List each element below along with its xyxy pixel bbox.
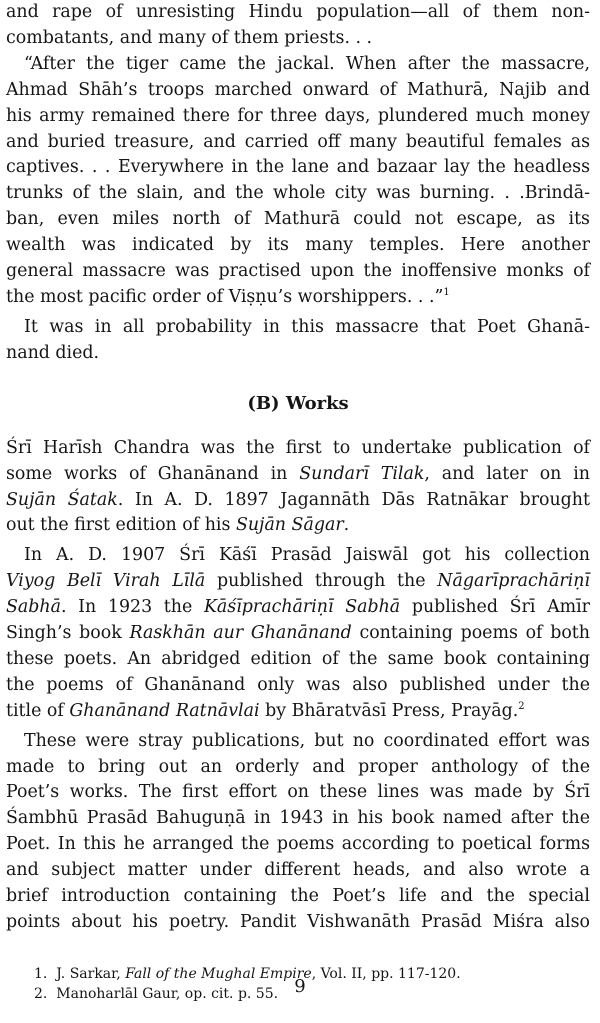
- text-run: the most pacific order of Viṣṇu’s worshippers. . .”: [6, 286, 444, 307]
- book-title: Sabhā: [6, 597, 61, 618]
- text-line: These were stray publications, but no coordinated effort was: [24, 730, 590, 751]
- text-run: published through the: [205, 571, 438, 592]
- text-line: [6, 488, 590, 514]
- book-title: Raskhān aur Ghanānand: [129, 623, 352, 644]
- text-line: nand died.: [6, 342, 100, 363]
- text-run: . In 1923 the: [60, 597, 204, 618]
- text-line: brief introduction containing the Poet’s life and the special: [6, 886, 590, 907]
- page-number: 9: [294, 976, 306, 997]
- book-title: Sundarī Tilak: [299, 463, 425, 484]
- text-line: [6, 621, 590, 647]
- text-run: by Bhāratvāsī Press, Prayāg.: [259, 700, 519, 721]
- book-title: Sujān Śatak: [6, 489, 118, 510]
- section-marker: (B): [247, 392, 280, 414]
- text-line: his army remained there for three days, plundered much money: [6, 105, 590, 126]
- text-run: .: [343, 515, 350, 536]
- text-line: trunks of the slain, and the whole city was burning. . .Brindā-: [6, 183, 590, 204]
- section-heading: [6, 391, 590, 417]
- text-line: ban, even miles north of Mathurā could not escape, as its: [6, 209, 590, 230]
- text-line: made to bring out an orderly and proper anthology of the: [6, 756, 590, 777]
- text-line: and rape of unresisting Hindu population—all of them non-: [6, 2, 590, 22]
- text-line: [6, 513, 590, 539]
- text-line: Ahmad Shāh’s troops marched onward of Mathurā, Najib and: [6, 79, 590, 100]
- text-line: general massacre was practised upon the inoffensive monks of: [6, 261, 590, 282]
- text-run: containing poems of both: [351, 623, 590, 644]
- text-line: Poet. In this he arranged the poems according to poetical forms: [6, 834, 590, 855]
- text-line: Śrī Harīsh Chandra was the first to undertake publication of: [6, 437, 590, 458]
- text-line: In A. D. 1907 Śrī Kāśī Prasād Jaiswāl got his collection: [24, 545, 590, 566]
- book-title: Viyog Belī Virah Līlā: [6, 571, 206, 592]
- paragraph-poet-death: [6, 315, 590, 367]
- text-line: and buried treasure, and carried off many beautiful females as: [6, 131, 590, 152]
- text-run: , Vol. II, pp. 117-120.: [311, 965, 461, 982]
- text-run: Manoharlāl Gaur, op. cit. p. 55.: [56, 985, 279, 1002]
- text-run: some works of Ghanānand in: [6, 463, 300, 484]
- paragraph-continued: [6, 0, 590, 52]
- footnote-marker: 1: [443, 287, 450, 299]
- text-run: out the first edition of his: [6, 515, 236, 536]
- text-line: Śambhū Prasād Bahuguṇā in 1943 in his book named after the: [6, 808, 590, 829]
- text-line: [6, 569, 590, 595]
- footnote-number: 2.: [34, 985, 48, 1002]
- text-line: Poet’s works. The first effort on these lines was made by Śrī: [6, 782, 590, 803]
- paragraph-quotation: [6, 52, 590, 311]
- paragraph-collections: [6, 543, 590, 724]
- paragraph-publications: [6, 436, 590, 540]
- text-line: and subject matter under different heads, and also wrote a: [6, 860, 590, 881]
- text-line: “After the tiger came the jackal. When after the massacre,: [24, 53, 590, 74]
- paragraph-anthology: [6, 729, 590, 936]
- text-run: published Śrī Amīr: [400, 597, 590, 618]
- text-line: the poems of Ghanānand only was also published under the: [6, 674, 590, 695]
- text-line: combatants, and many of them priests. . .: [6, 27, 373, 48]
- text-run: , and later on in: [424, 463, 590, 484]
- text-run: J. Sarkar,: [56, 965, 126, 982]
- text-run: Singh’s book: [6, 623, 130, 644]
- text-line: points about his poetry. Pandit Vishwanāth Prasād Miśra also: [6, 912, 590, 932]
- text-line: these poets. An abridged edition of the same book containing: [6, 648, 590, 669]
- text-line: wealth was indicated by its many temples. Here another: [6, 235, 590, 256]
- book-title: Nāgarīprachāriṇī: [437, 571, 590, 592]
- book-title: Kāśīprachāriṇī Sabhā: [203, 597, 401, 618]
- footnote-marker: 2: [518, 700, 525, 712]
- book-title: Sujān Sāgar: [235, 515, 344, 536]
- text-line: [6, 699, 590, 725]
- text-line: [6, 462, 590, 488]
- footnote-number: 1.: [34, 965, 48, 982]
- book-title: Fall of the Mughal Empire: [125, 965, 312, 982]
- text-line: captives. . . Everywhere in the lane and bazaar lay the headless: [6, 157, 590, 178]
- text-run: . In A. D. 1897 Jagannāth Dās Ratnākar brought: [117, 489, 590, 510]
- text-run: title of: [6, 700, 70, 721]
- book-title: Ghanānand Ratnāvlai: [69, 700, 260, 721]
- text-line: [6, 285, 590, 311]
- text-line: [6, 595, 590, 621]
- text-line: It was in all probability in this massacre that Poet Ghanā-: [24, 316, 590, 337]
- section-title: Works: [285, 392, 349, 414]
